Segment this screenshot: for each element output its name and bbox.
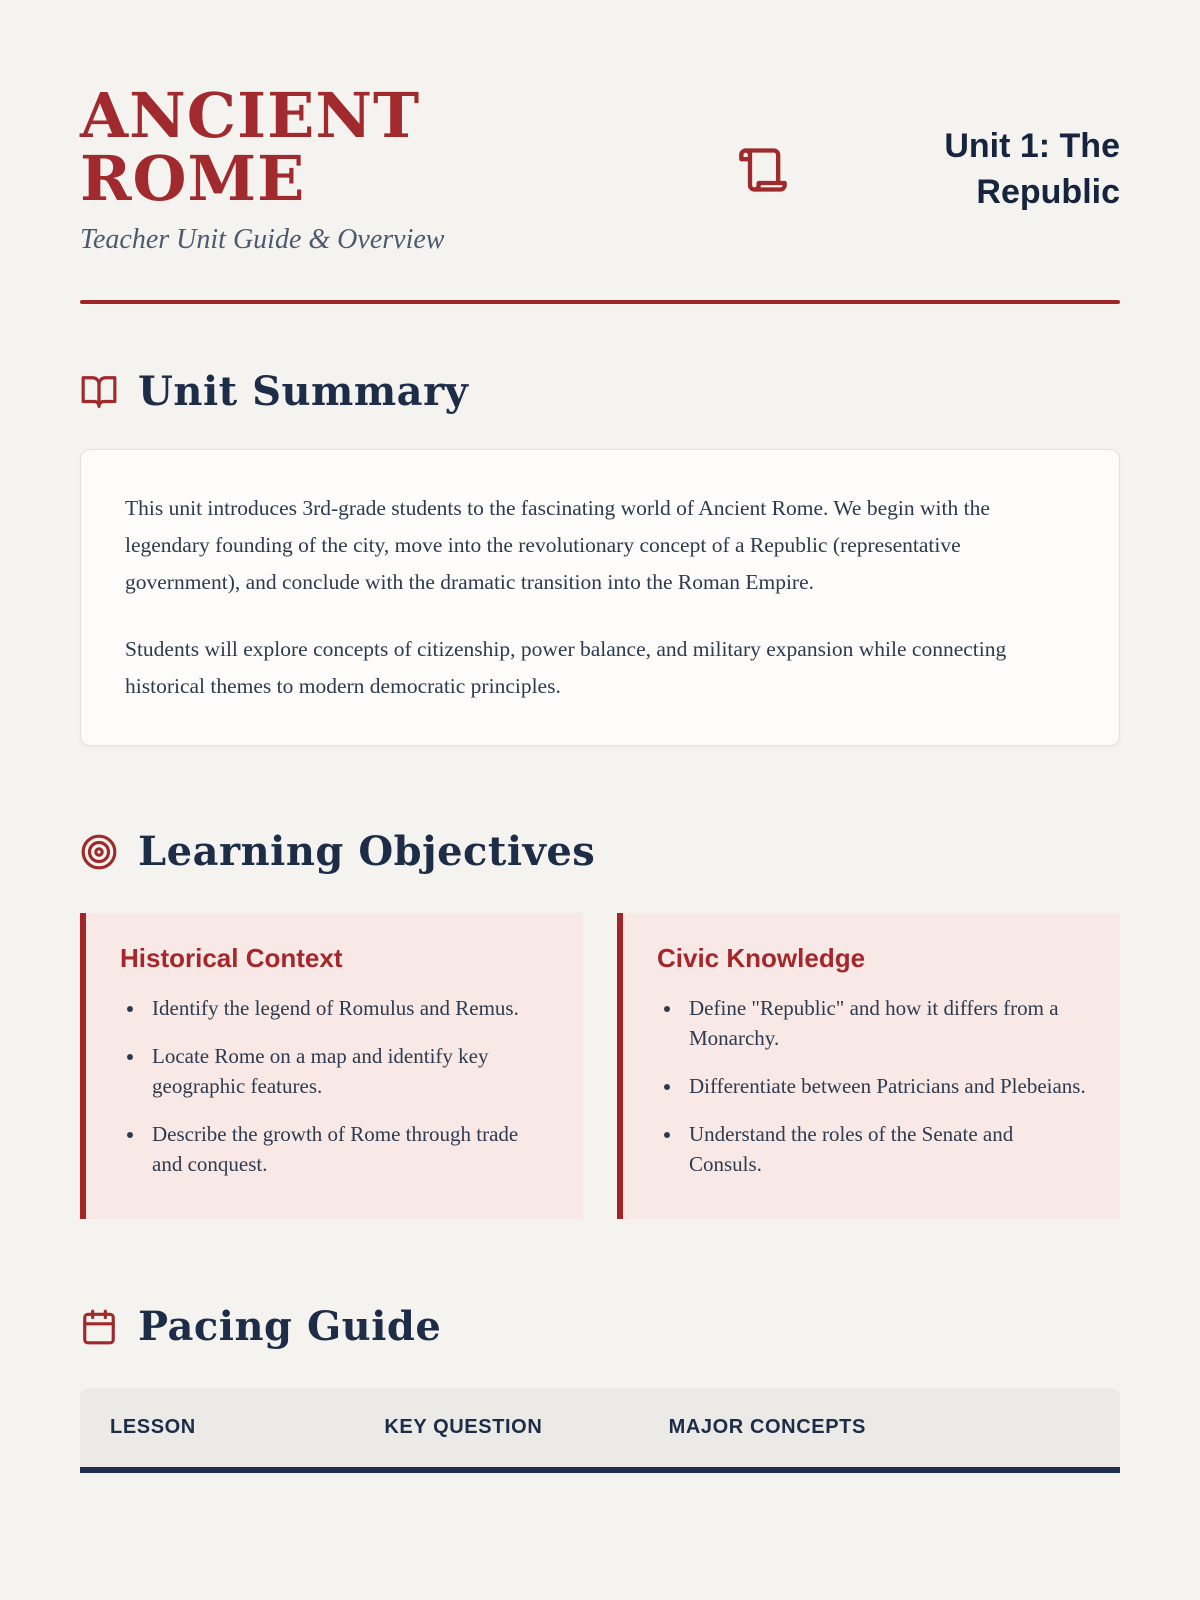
header-divider <box>80 300 1120 304</box>
unit-badge: Unit 1: The Republic <box>944 127 1120 212</box>
summary-card <box>80 449 1120 746</box>
scroll-icon <box>737 144 789 196</box>
section-pacing-heading <box>80 1303 1120 1350</box>
objectives-grid <box>80 913 1120 1219</box>
list-item: • Understand the roles of the Senate and Consuls. <box>683 1120 1086 1180</box>
page <box>80 0 1120 1473</box>
header <box>80 79 1120 256</box>
list-item: • Identify the legend of Romulus and Remus. <box>146 994 549 1024</box>
header-title-block <box>80 79 580 256</box>
summary-paragraph: Students will explore concepts of citizenship, power balance, and military expansion while connecting historical themes to modern democratic principles. <box>125 637 1007 699</box>
objective-list <box>120 994 549 1179</box>
summary-paragraph: This unit introduces 3rd-grade students to the fascinating world of Ancient Rome. We begin with the legendary founding of the city, move into the revolutionary concept of a Republic (representative government), and conclude with the dramatic transition into the Roman Empire. <box>125 496 990 595</box>
target-icon <box>80 833 118 871</box>
list-item: • Describe the growth of Rome through trade and conquest. <box>146 1120 549 1180</box>
list-item: • Locate Rome on a map and identify key geographic features. <box>146 1042 549 1102</box>
section-objectives-title: Learning Objectives <box>138 828 596 876</box>
book-open-icon <box>80 373 118 411</box>
table-header-major-concepts: MAJOR CONCEPTS <box>668 1416 866 1439</box>
objective-card-title: Historical Context <box>120 943 343 974</box>
calendar-icon <box>80 1308 118 1346</box>
pacing-table <box>80 1388 1120 1473</box>
list-item: • Differentiate between Patricians and Plebeians. <box>683 1072 1086 1102</box>
objective-card-title: Civic Knowledge <box>657 943 866 974</box>
table-header-lesson: LESSON <box>110 1416 196 1439</box>
section-objectives-heading <box>80 828 1120 875</box>
page-title: ANCIENT ROME <box>80 79 421 216</box>
section-pacing-title: Pacing Guide <box>138 1303 442 1351</box>
table-header-row <box>80 1388 1120 1473</box>
objective-card-historical-context <box>80 913 583 1219</box>
table-header-key-question: KEY QUESTION <box>384 1416 543 1439</box>
page-subtitle: Teacher Unit Guide & Overview <box>80 224 445 256</box>
list-item: • Define "Republic" and how it differs from a Monarchy. <box>683 994 1086 1054</box>
section-summary-title: Unit Summary <box>138 368 469 416</box>
objective-card-civic-knowledge <box>617 913 1120 1219</box>
objective-list <box>657 994 1086 1179</box>
section-summary-heading <box>80 368 1120 415</box>
